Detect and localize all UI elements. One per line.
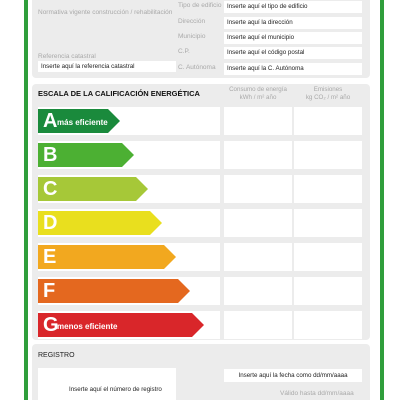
rating-letter-a: A: [43, 110, 58, 132]
emisiones-cell-d[interactable]: [294, 209, 362, 237]
consumo-cell-f[interactable]: [224, 277, 292, 305]
rating-letter-g: G: [43, 314, 59, 336]
rating-arrow-c: [38, 177, 148, 201]
tipo-edificio-label: Tipo de edificio: [178, 2, 222, 9]
consumo-header-unit: kWh / m² año: [239, 94, 277, 101]
rating-letter-b: B: [43, 144, 58, 166]
registro-date-field[interactable]: Inserte aquí la fecha como dd/mm/aaaa: [224, 369, 362, 382]
rating-arrow-shape-f: [38, 279, 190, 303]
emisiones-cell-b[interactable]: [294, 141, 362, 169]
direccion-label: Dirección: [178, 18, 206, 25]
direccion-field[interactable]: Inserte aquí la dirección: [224, 17, 362, 29]
referencia-catastral-label: Referencia catastral: [38, 53, 96, 60]
municipio-field[interactable]: Inserte aquí el municipio: [224, 32, 362, 44]
rating-arrow-a: [38, 109, 120, 133]
codigo-postal-label: C.P.: [178, 48, 190, 55]
valido-hasta-label: Válido hasta dd/mm/aaaa: [280, 390, 354, 397]
consumo-cell-a[interactable]: [224, 107, 292, 135]
rating-arrow-fill-e: [38, 245, 176, 269]
consumo-cell-b[interactable]: [224, 141, 292, 169]
consumo-header: [224, 86, 292, 102]
emisiones-header: [294, 86, 362, 102]
rating-letter-c: C: [43, 178, 58, 200]
emisiones-cell-c[interactable]: [294, 175, 362, 203]
registro-number-field[interactable]: Inserte aquí el número de registro: [38, 368, 176, 400]
comunidad-autonoma-field[interactable]: Inserte aquí la C. Autónoma: [224, 63, 362, 75]
referencia-catastral-field[interactable]: Inserte aquí la referencia catastral: [38, 61, 176, 72]
emisiones-cell-a[interactable]: [294, 107, 362, 135]
rating-title: ESCALA DE LA CALIFICACIÓN ENERGÉTICA: [38, 89, 200, 98]
rating-arrow-fill-f: [38, 279, 190, 303]
rating-letter-f: F: [43, 280, 56, 302]
emisiones-cell-f[interactable]: [294, 277, 362, 305]
rating-arrow-f: [38, 279, 190, 303]
rating-arrow-d: [38, 211, 162, 235]
emisiones-cell-g[interactable]: [294, 311, 362, 339]
rating-letter-d: D: [43, 212, 58, 234]
municipio-label: Municipio: [178, 33, 206, 40]
rating-sub-a: más eficiente: [57, 118, 108, 127]
rating-arrow-b: [38, 143, 134, 167]
consumo-header-line1: Consumo de energía: [229, 86, 287, 93]
rating-letter-e: E: [43, 246, 57, 268]
emisiones-cell-e[interactable]: [294, 243, 362, 271]
comunidad-autonoma-label: C. Autónoma: [178, 64, 216, 71]
emisiones-header-unit: kg CO₂ / m² año: [305, 94, 351, 101]
consumo-cell-d[interactable]: [224, 209, 292, 237]
normativa-label: Normativa vigente construcción / rehabilitación: [38, 9, 173, 16]
registro-title: REGISTRO: [38, 352, 75, 359]
rating-arrow-e: [38, 245, 176, 269]
emisiones-header-line1: Emisiones: [313, 86, 343, 93]
rating-sub-g: menos eficiente: [57, 322, 118, 331]
codigo-postal-field[interactable]: Inserte aquí el código postal: [224, 47, 362, 59]
consumo-cell-c[interactable]: [224, 175, 292, 203]
rating-arrow-shape-e: [38, 245, 176, 269]
consumo-cell-g[interactable]: [224, 311, 292, 339]
consumo-cell-e[interactable]: [224, 243, 292, 271]
rating-arrow-g: [38, 313, 204, 337]
tipo-edificio-field[interactable]: Inserte aquí el tipo de edificio: [224, 1, 362, 13]
